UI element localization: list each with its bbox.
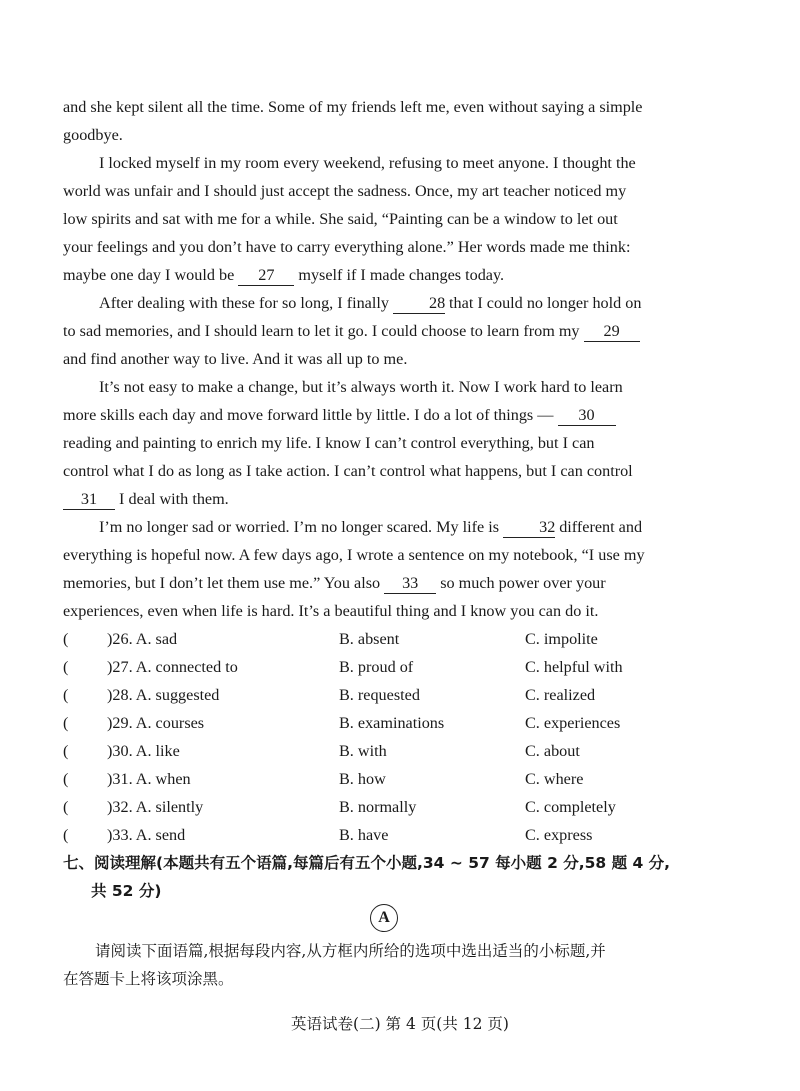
text: reading and painting to enrich my life. I know I can’t control everything, but I can — [63, 434, 595, 452]
option-a: )33. A. send — [107, 826, 186, 844]
passage-line — [63, 457, 705, 485]
option-b: B. examinations — [339, 714, 445, 732]
option-row-31 — [63, 765, 743, 793]
passage-line — [63, 121, 705, 149]
answer-paren[interactable]: ( — [63, 686, 69, 704]
page-footer: 英语试卷(二) 第 4 页(共 12 页) — [291, 1015, 509, 1033]
option-row-29 — [63, 709, 743, 737]
option-c: C. express — [525, 826, 593, 844]
blank-32: 32 — [503, 517, 555, 538]
option-b: B. absent — [339, 630, 400, 648]
option-b: B. have — [339, 826, 389, 844]
passage-line — [63, 93, 705, 121]
answer-paren[interactable]: ( — [63, 658, 69, 676]
blank-27: 27 — [238, 265, 294, 286]
text: After dealing with these for so long, I finally — [99, 294, 389, 312]
option-a: )28. A. suggested — [107, 686, 220, 704]
option-a: )29. A. courses — [107, 714, 205, 732]
option-b: B. with — [339, 742, 387, 760]
text: I locked myself in my room every weekend, refusing to meet anyone. I thought the — [99, 154, 636, 172]
answer-paren[interactable]: ( — [63, 714, 69, 732]
answer-paren[interactable]: ( — [63, 798, 69, 816]
text: memories, but I don’t let them use me.” You also — [63, 574, 381, 592]
option-b: B. how — [339, 770, 386, 788]
option-row-30 — [63, 737, 743, 765]
text: and she kept silent all the time. Some of my friends left me, even without saying a simple — [63, 98, 643, 116]
option-b: B. proud of — [339, 658, 414, 676]
option-a: )27. A. connected to — [107, 658, 238, 676]
passage-line — [63, 149, 705, 177]
text: goodbye. — [63, 126, 123, 144]
option-c: C. realized — [525, 686, 596, 704]
text: your feelings and you don’t have to carry everything alone.” Her words made me think: — [63, 238, 631, 256]
option-c: C. about — [525, 742, 580, 760]
option-row-33 — [63, 821, 743, 849]
option-a: )31. A. when — [107, 770, 191, 788]
option-row-27 — [63, 653, 743, 681]
text: maybe one day I would be — [63, 266, 235, 284]
passage-line — [63, 569, 705, 597]
instruction-text-cont: 在答题卡上将该项涂黑。 — [63, 970, 234, 988]
blank-30: 30 — [558, 405, 616, 426]
section-title: 七、阅读理解(本题共有五个语篇,每篇后有五个小题,34 ~ 57 每小题 2 分,58 题 4 分, — [63, 854, 671, 872]
text: low spirits and sat with me for a while. She said, “Painting can be a window to let out — [63, 210, 618, 228]
blank-29: 29 — [584, 321, 640, 342]
passage-line — [63, 373, 705, 401]
answer-paren[interactable]: ( — [63, 826, 69, 844]
passage-line — [63, 261, 705, 289]
passage-line — [63, 233, 705, 261]
blank-31: 31 — [63, 489, 115, 510]
text: It’s not easy to make a change, but it’s always worth it. Now I work hard to learn — [99, 378, 623, 396]
text: so much power over your — [440, 574, 606, 592]
option-c: C. helpful with — [525, 658, 623, 676]
passage-line — [63, 177, 705, 205]
option-row-28 — [63, 681, 743, 709]
option-a: )32. A. silently — [107, 798, 204, 816]
passage-line — [63, 345, 705, 373]
option-b: B. normally — [339, 798, 417, 816]
option-c: C. experiences — [525, 714, 621, 732]
instruction-text: 请阅读下面语篇,根据每段内容,从方框内所给的选项中选出适当的小标题,并 — [95, 942, 606, 960]
option-row-26 — [63, 625, 743, 653]
answer-paren[interactable]: ( — [63, 742, 69, 760]
option-c: C. where — [525, 770, 584, 788]
option-c: C. completely — [525, 798, 616, 816]
passage-line — [63, 289, 705, 317]
answer-paren[interactable]: ( — [63, 630, 69, 648]
text: myself if I made changes today. — [298, 266, 505, 284]
passage-line — [63, 401, 705, 429]
text: different and — [559, 518, 643, 536]
passage-marker: A — [370, 904, 398, 932]
blank-28: 28 — [393, 293, 445, 314]
section-title-cont: 共 52 分) — [91, 882, 162, 900]
passage-line — [63, 485, 705, 513]
passage-line — [63, 541, 705, 569]
option-b: B. requested — [339, 686, 420, 704]
answer-paren[interactable]: ( — [63, 770, 69, 788]
text: that I could no longer hold on — [449, 294, 642, 312]
passage-line — [63, 513, 705, 541]
text: everything is hopeful now. A few days ago, I wrote a sentence on my notebook, “I use my — [63, 546, 645, 564]
passage-line — [63, 205, 705, 233]
option-c: C. impolite — [525, 630, 598, 648]
text: to sad memories, and I should learn to let it go. I could choose to learn from my — [63, 322, 580, 340]
option-row-32 — [63, 793, 743, 821]
text: I deal with them. — [119, 490, 229, 508]
passage-line — [63, 317, 705, 345]
passage-line — [63, 597, 705, 625]
text: and find another way to live. And it was all up to me. — [63, 350, 408, 368]
text: experiences, even when life is hard. It’s a beautiful thing and I know you can do it. — [63, 602, 599, 620]
text: I’m no longer sad or worried. I’m no longer scared. My life is — [99, 518, 500, 536]
text: more skills each day and move forward little by little. I do a lot of things — — [63, 406, 554, 424]
passage-line — [63, 429, 705, 457]
option-a: )26. A. sad — [107, 630, 178, 648]
text: control what I do as long as I take action. I can’t control what happens, but I can control — [63, 462, 633, 480]
text: world was unfair and I should just accept the sadness. Once, my art teacher noticed my — [63, 182, 627, 200]
option-a: )30. A. like — [107, 742, 180, 760]
blank-33: 33 — [384, 573, 436, 594]
